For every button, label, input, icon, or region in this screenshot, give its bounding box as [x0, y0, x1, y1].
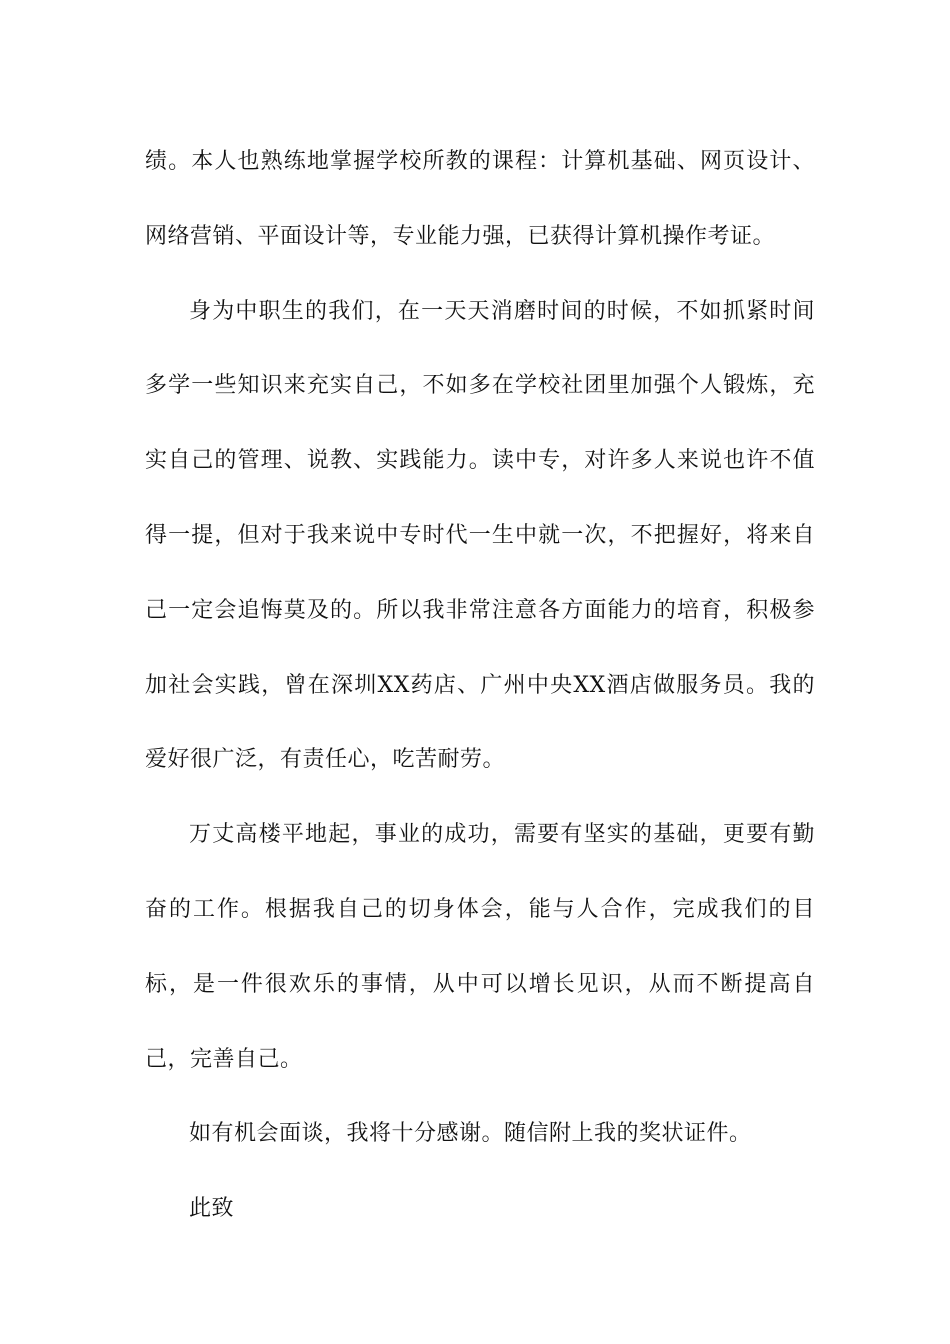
paragraph-self-improvement: 身为中职生的我们，在一天天消磨时间的时候，不如抓紧时间多学一些知识来充实自己，不如多在学校社团里加强个人锻炼，充实自己的管理、说教、实践能力。读中专，对许多人来说也许不值得一提，但对于我来说中专时代一生中就一次，不把握好，将来自己一定会追悔莫及的。所以我非常注意各方面能力的培育，积极参加社会实践，曾在深圳XX药店、广州中央XX酒店做服务员。我的爱好很广泛，有责任心，吃苦耐劳。 — [145, 298, 815, 773]
paragraph-continued: 绩。本人也熟练地掌握学校所教的课程：计算机基础、网页设计、网络营销、平面设计等，专业能力强，已获得计算机操作考证。 — [145, 149, 815, 249]
letter-body — [145, 125, 815, 1247]
paragraph-closing: 此致 — [189, 1196, 235, 1222]
paragraph-interview-request: 如有机会面谈，我将十分感谢。随信附上我的奖状证件。 — [189, 1121, 752, 1147]
paragraph-career-foundation: 万丈高楼平地起，事业的成功，需要有坚实的基础，更要有勤奋的工作。根据我自己的切身体会，能与人合作，完成我们的目标，是一件很欢乐的事情，从中可以增长见识，从而不断提高自己，完善自己。 — [145, 822, 815, 1072]
